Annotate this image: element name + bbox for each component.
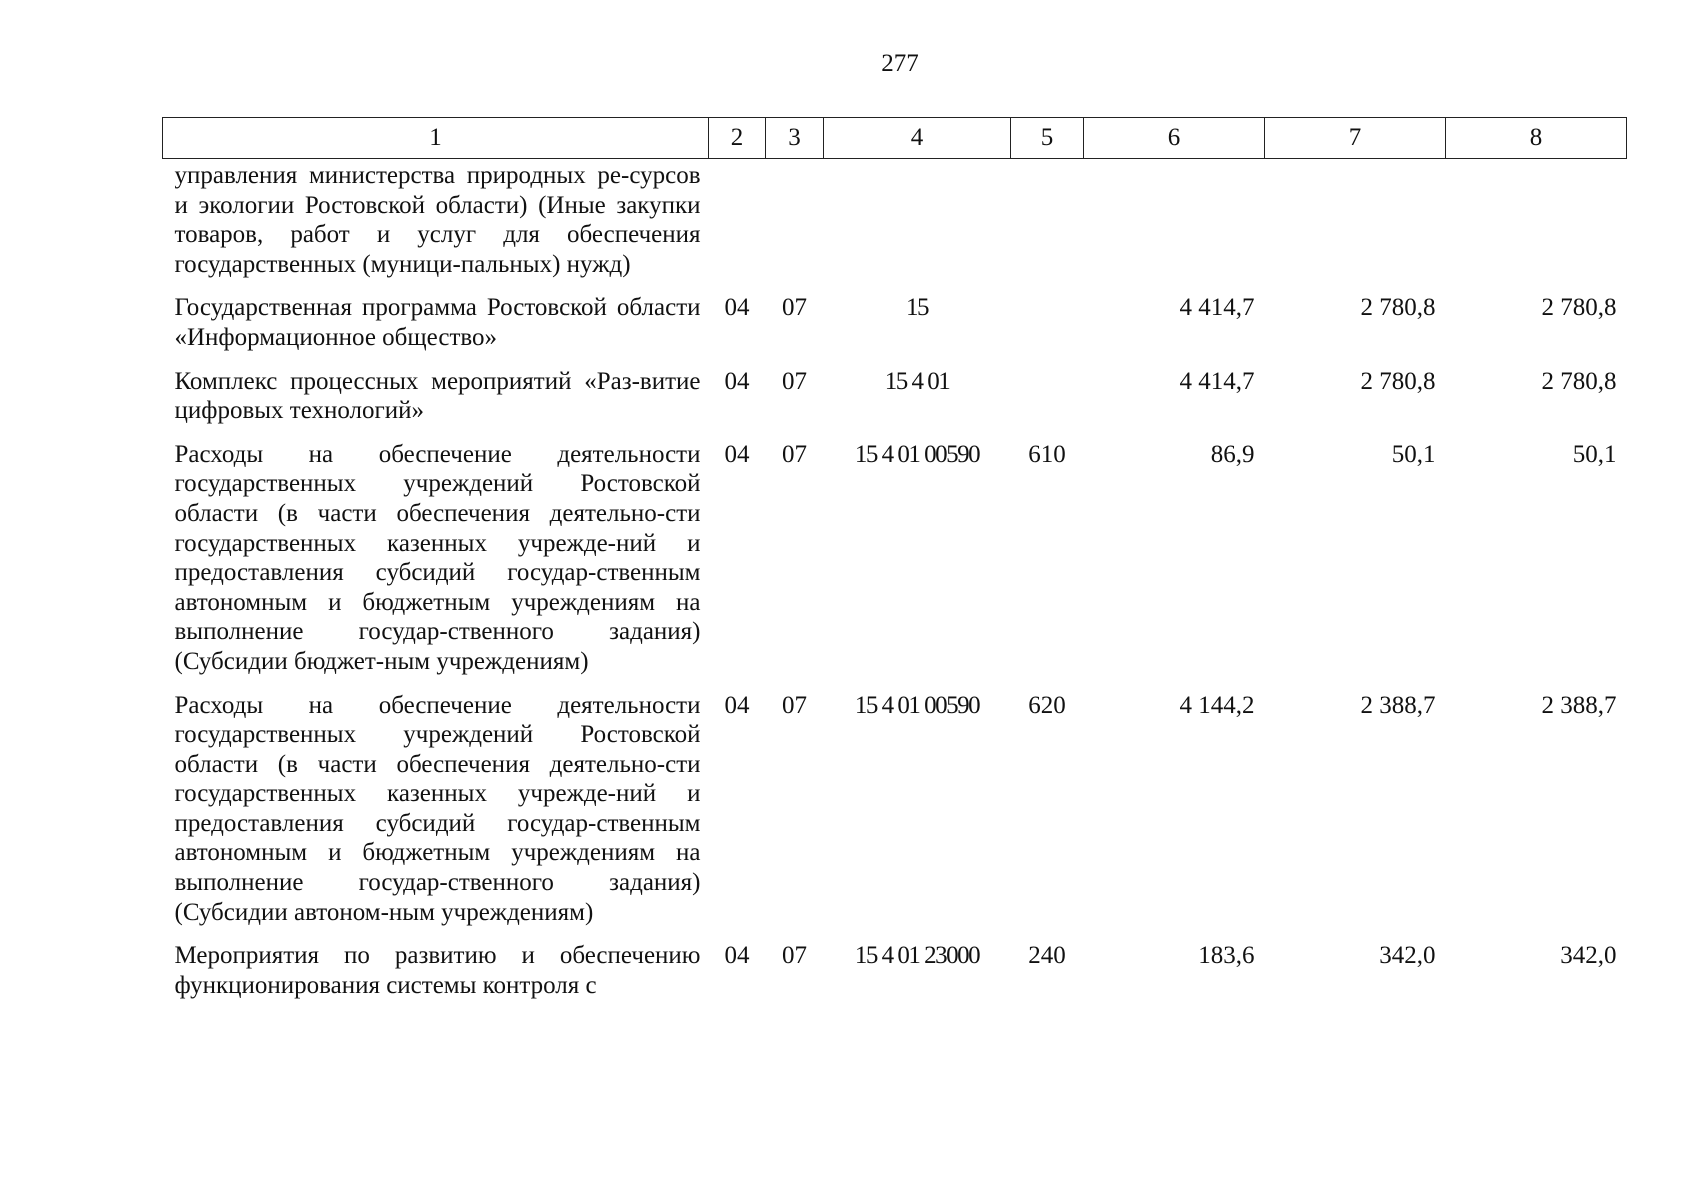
row-target-article: 15 4 01 (884, 367, 950, 395)
row-amount-6: 4 414,7 (1179, 294, 1255, 322)
column-header-3: 3 (766, 118, 824, 159)
row-description: Мероприятия по развитию и обеспечению функционирования системы контроля с (174, 942, 701, 999)
row-expense-type (1011, 293, 1084, 366)
row-amount-7: 50,1 (1391, 440, 1436, 468)
row-amount-6: 86,9 (1210, 440, 1255, 468)
row-target-article: 15 (906, 294, 928, 322)
budget-table (162, 117, 1627, 1014)
row-amount-8: 50,1 (1572, 440, 1617, 468)
row-subsection: 07 (782, 440, 807, 468)
row-description: Государственная программа Ростовской области «Информационное общество» (174, 294, 701, 351)
row-amount-7: 2 780,8 (1360, 367, 1436, 395)
row-target-article (824, 159, 1011, 294)
table-body (163, 159, 1627, 1015)
row-amount-8: 2 780,8 (1541, 294, 1617, 322)
row-amount-8: 342,0 (1560, 942, 1617, 970)
row-expense-type (1011, 367, 1084, 440)
row-section (709, 159, 766, 294)
row-section: 04 (724, 440, 750, 468)
row-description: Расходы на обеспечение деятельности государственных учреждений Ростовской области (в части обеспечения деятельно-сти государственных казенных учрежде-ний и предоставления субсидий государ-ственным автономным и бюджетным учреждениям на выполнение государ-ственного задания) (Субсидии бюджет-ным учреждениям) (174, 440, 701, 675)
column-header-1: 1 (163, 118, 709, 159)
row-description: Расходы на обеспечение деятельности государственных учреждений Ростовской области (в части обеспечения деятельно-сти государственных казенных учрежде-ний и предоставления субсидий государ-ственным автономным и бюджетным учреждениям на выполнение государ-ственного задания) (Субсидии автоном-ным учреждениям) (174, 691, 701, 926)
table-row (163, 691, 1627, 942)
column-header-5: 5 (1011, 118, 1084, 159)
table-header (163, 118, 1627, 159)
table-row (163, 367, 1627, 440)
page-number: 277 (881, 50, 919, 77)
row-amount-6 (1084, 159, 1265, 294)
row-amount-7: 342,0 (1379, 942, 1436, 970)
row-expense-type: 620 (1028, 691, 1066, 719)
row-description: Комплекс процессных мероприятий «Раз-витие цифровых технологий» (174, 367, 701, 425)
row-amount-7: 2 780,8 (1360, 294, 1436, 322)
row-expense-type: 610 (1028, 440, 1066, 468)
table-row (163, 941, 1627, 1014)
column-header-7: 7 (1265, 118, 1446, 159)
header-row (163, 118, 1627, 159)
row-section: 04 (724, 367, 750, 395)
row-subsection: 07 (782, 691, 807, 719)
column-header-2: 2 (709, 118, 766, 159)
column-header-8: 8 (1446, 118, 1627, 159)
row-subsection: 07 (782, 294, 807, 322)
table-row (163, 159, 1627, 294)
row-amount-8: 2 388,7 (1541, 691, 1617, 719)
row-subsection: 07 (782, 367, 807, 395)
table-row (163, 293, 1627, 366)
row-amount-8: 2 780,8 (1541, 367, 1617, 395)
row-section: 04 (724, 942, 750, 970)
row-section: 04 (724, 691, 750, 719)
row-description: управления министерства природных ре-сурсов и экологии Ростовской области) (Иные закупки товаров, работ и услуг для обеспечения государственных (муници-пальных) нужд) (174, 162, 701, 278)
row-subsection: 07 (782, 942, 807, 970)
row-subsection (766, 159, 824, 294)
row-amount-6: 183,6 (1198, 942, 1255, 970)
row-expense-type: 240 (1028, 942, 1066, 970)
row-target-article: 15 4 01 00590 (854, 691, 980, 719)
row-amount-6: 4 414,7 (1179, 367, 1255, 395)
column-header-4: 4 (824, 118, 1011, 159)
row-target-article: 15 4 01 23000 (854, 942, 980, 970)
column-header-6: 6 (1084, 118, 1265, 159)
row-amount-6: 4 144,2 (1179, 691, 1255, 719)
row-amount-8 (1446, 159, 1627, 294)
row-amount-7: 2 388,7 (1360, 691, 1436, 719)
row-section: 04 (724, 294, 750, 322)
row-target-article: 15 4 01 00590 (854, 440, 980, 468)
row-expense-type (1011, 159, 1084, 294)
row-amount-7 (1265, 159, 1446, 294)
table-row (163, 440, 1627, 691)
